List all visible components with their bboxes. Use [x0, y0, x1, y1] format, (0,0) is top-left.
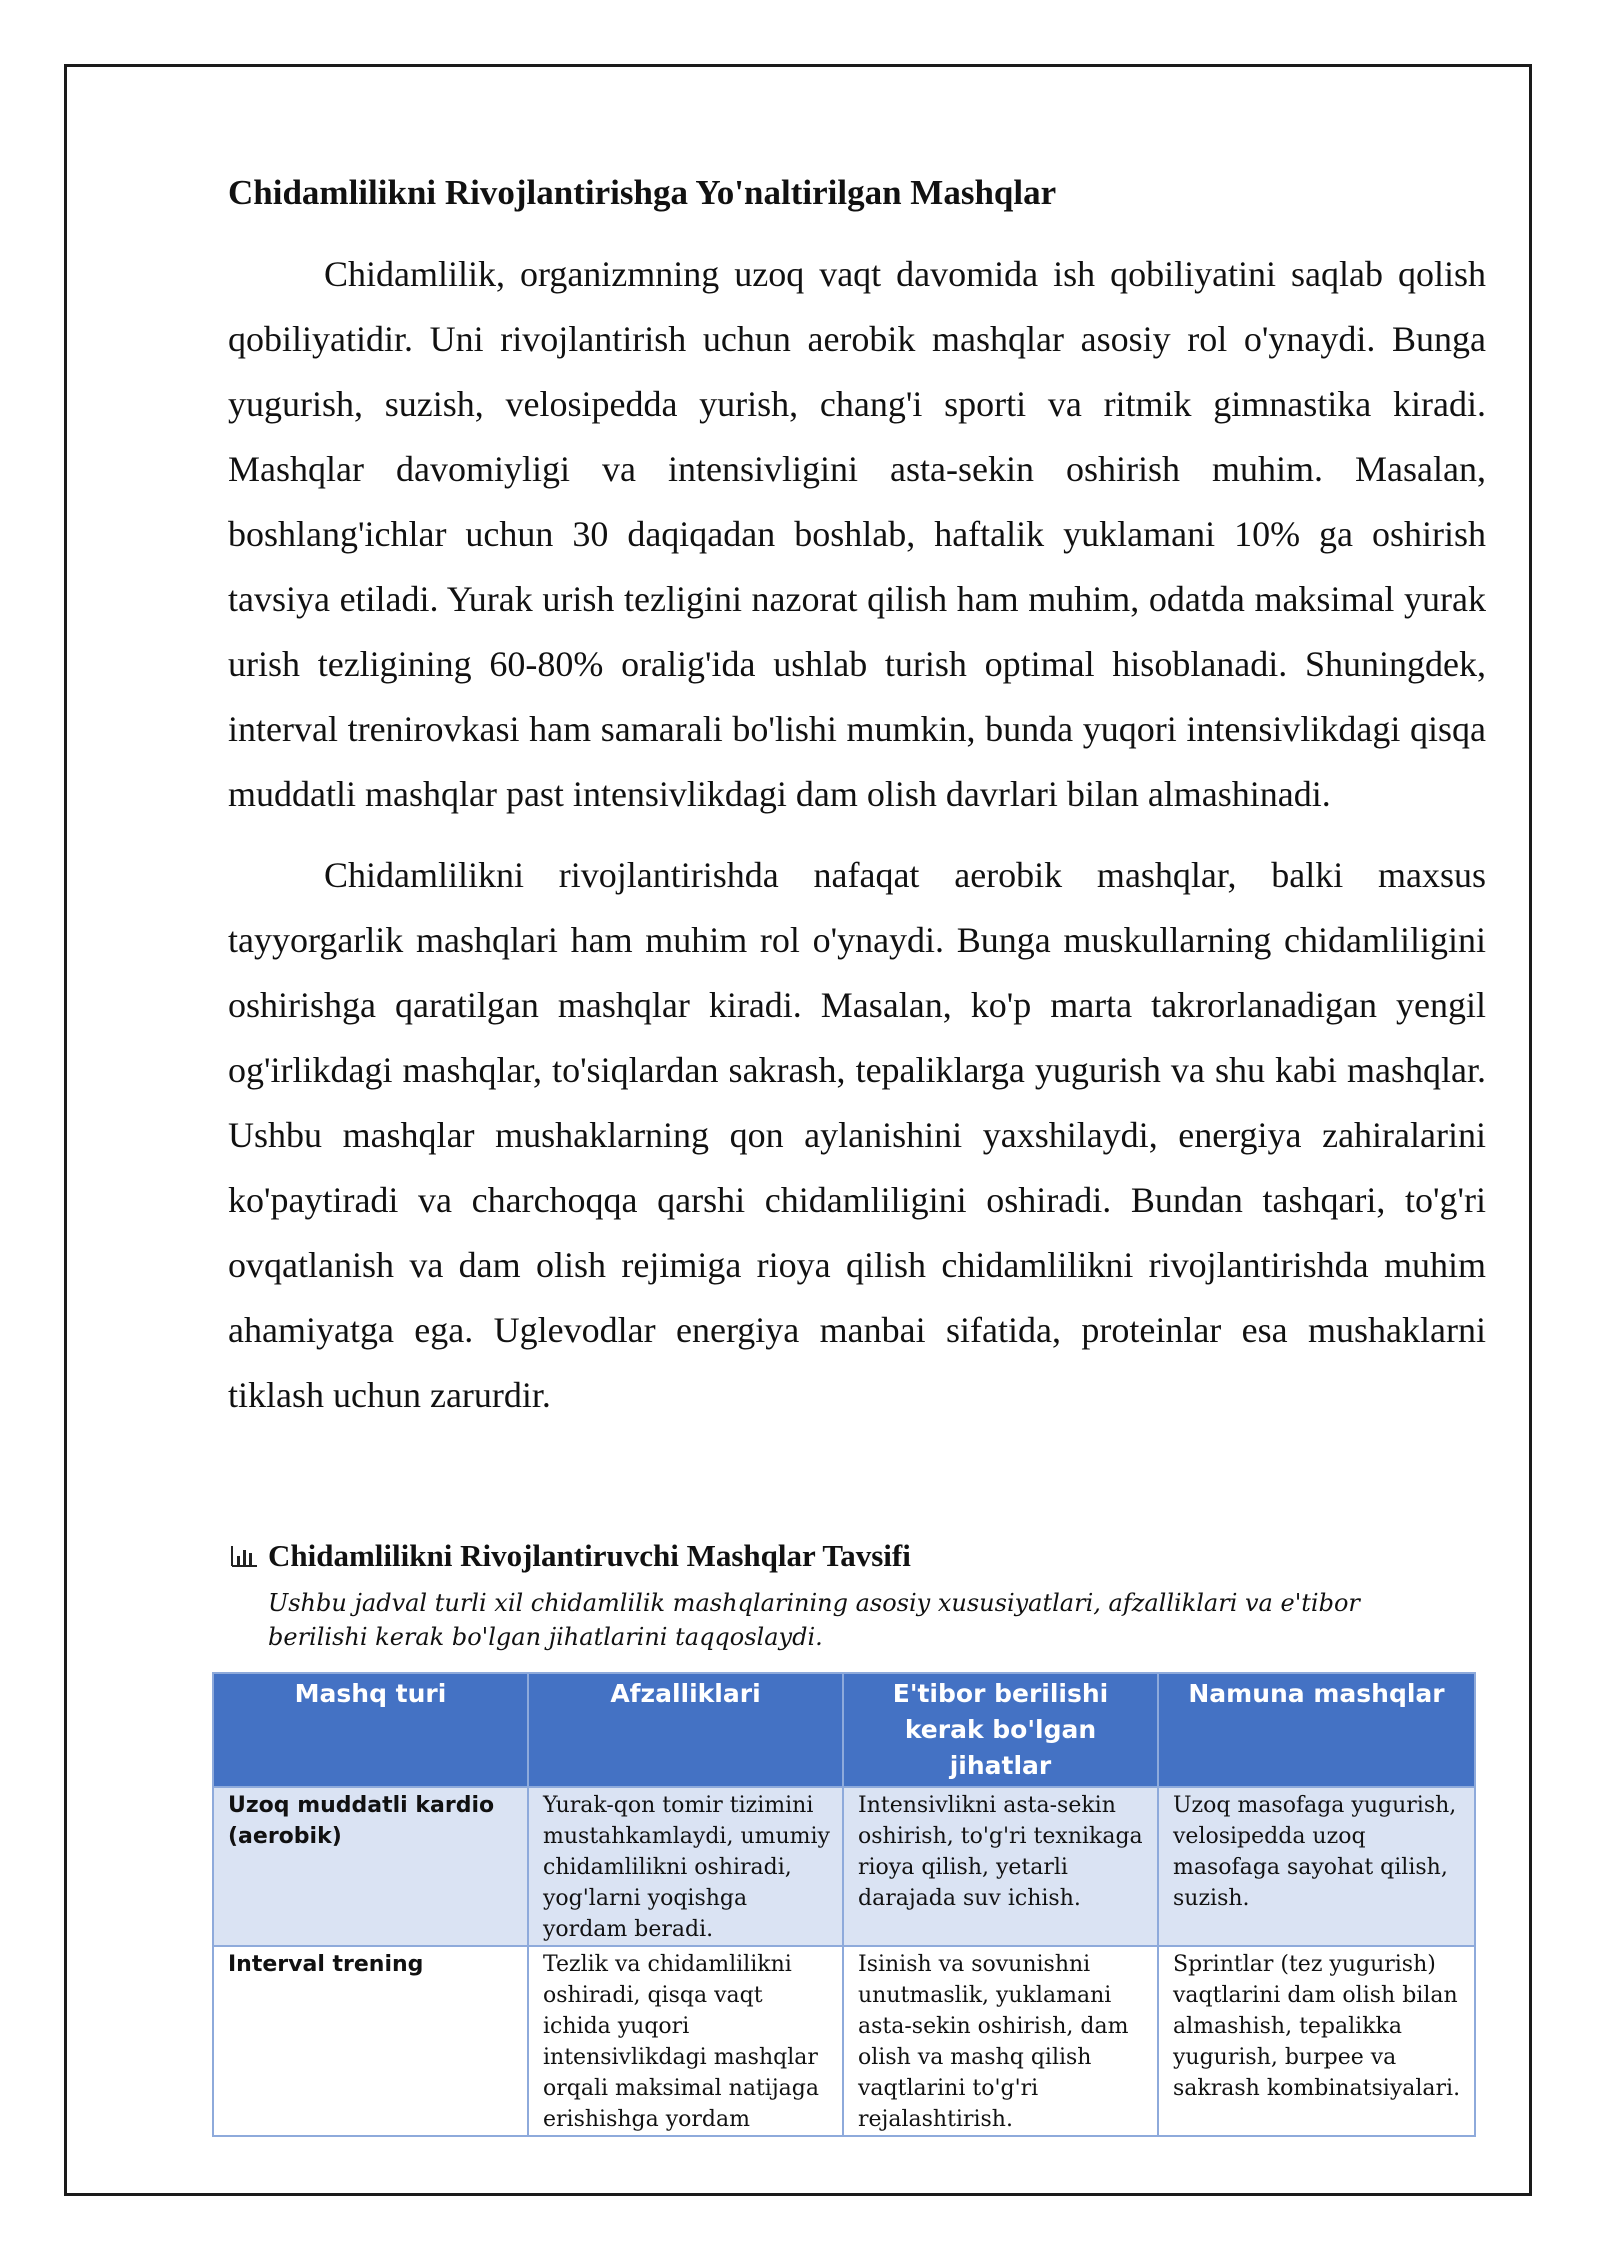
table-cell-examples: Uzoq masofaga yugurish, velosipedda uzoq masofaga sayohat qilish, suzish. [1158, 1787, 1475, 1946]
table-cell-advantages: Yurak-qon tomir tizimini mustahkamlaydi, umumiy chidamlilikni oshiradi, yog'larni yoqishga yordam beradi. [528, 1787, 843, 1946]
table-heading-text: Chidamlilikni Rivojlantiruvchi Mashqlar Tavsifi [268, 1538, 911, 1573]
table-cell-attention: Isinish va sovunishni unutmaslik, yuklamani asta-sekin oshirish, dam olish va mashq qilish vaqtlarini to'g'ri rejalashtirish. [843, 1946, 1158, 2136]
table-header-row [213, 1673, 1475, 1787]
paragraph-1: Chidamlilik, organizmning uzoq vaqt davomida ish qobiliyatini saqlab qolish qobiliyatidir. Uni rivojlantirish uchun aerobik mashqlar asosiy rol o'ynaydi. Bunga yugurish, suzish, velosipedda yurish, chang'i sporti va ritmik gimnastika kiradi. Mashqlar davomiyligi va intensivligini asta-sekin oshirish muhim. Masalan, boshlang'ichlar uchun 30 daqiqadan boshlab, haftalik yuklamani 10% ga oshirish tavsiya etiladi. Yurak urish tezligini nazorat qilish ham muhim, odatda maksimal yurak urish tezligining 60-80% oralig'ida ushlab turish optimal hisoblanadi. Shuningdek, interval trenirovkasi ham samarali bo'lishi mumkin, bunda yuqori intensivlikdagi qisqa muddatli mashqlar past intensivlikdagi dam olish davrlari bilan almashinadi. [228, 253, 1486, 814]
table-row [213, 1787, 1475, 1946]
table-cell-examples: Sprintlar (tez yugurish) vaqtlarini dam olish bilan almashish, tepalikka yugurish, burpee va sakrash kombinatsiyalari. [1158, 1946, 1475, 2136]
table-row [213, 1946, 1475, 2136]
exercise-table [212, 1672, 1476, 2137]
column-header: E'tibor berilishi kerak bo'lgan jihatlar [843, 1673, 1158, 1787]
paragraph-2: Chidamlilikni rivojlantirishda nafaqat aerobik mashqlar, balki maxsus tayyorgarlik mashqlari ham muhim rol o'ynaydi. Bunga muskullarning chidamliligini oshirishga qaratilgan mashqlar kiradi. Masalan, ko'p marta takrorlanadigan yengil og'irlikdagi mashqlar, to'siqlardan sakrash, tepaliklarga yugurish va shu kabi mashqlar. Ushbu mashqlar mushaklarning qon aylanishini yaxshilaydi, energiya zahiralarini ko'paytiradi va charchoqqa qarshi chidamliligini oshiradi. Bundan tashqari, to'g'ri ovqatlanish va dam olish rejimiga rioya qilish chidamlilikni rivojlantirishda muhim ahamiyatga ega. Uglevodlar energiya manbai sifatida, proteinlar esa mushaklarni tiklash uchun zarurdir. [228, 854, 1486, 1415]
column-header: Namuna mashqlar [1158, 1673, 1475, 1787]
table-section [212, 1536, 1474, 2137]
document-body [228, 170, 1486, 1444]
table-cell-type: Interval trening [213, 1946, 528, 2136]
table-cell-attention: Intensivlikni asta-sekin oshirish, to'g'ri texnikaga rioya qilish, yetarli darajada suv ichish. [843, 1787, 1158, 1946]
table-cell-type: Uzoq muddatli kardio (aerobik) [213, 1787, 528, 1946]
table-cell-advantages: Tezlik va chidamlilikni oshiradi, qisqa vaqt ichida yuqori intensivlikdagi mashqlar orqali maksimal natijaga erishishga yordam [528, 1946, 843, 2136]
table-heading [230, 1536, 1474, 1576]
column-header: Mashq turi [213, 1673, 528, 1787]
document-title: Chidamlilikni Rivojlantirishga Yo'naltirilgan Mashqlar [228, 173, 1057, 212]
table-caption: Ushbu jadval turli xil chidamlilik mashqlarining asosiy xususiyatlari, afzalliklari va e'tibor berilishi kerak bo'lgan jihatlarini taqqoslaydi. [268, 1589, 1360, 1652]
bar-chart-icon [230, 1544, 258, 1568]
column-header: Afzalliklari [528, 1673, 843, 1787]
